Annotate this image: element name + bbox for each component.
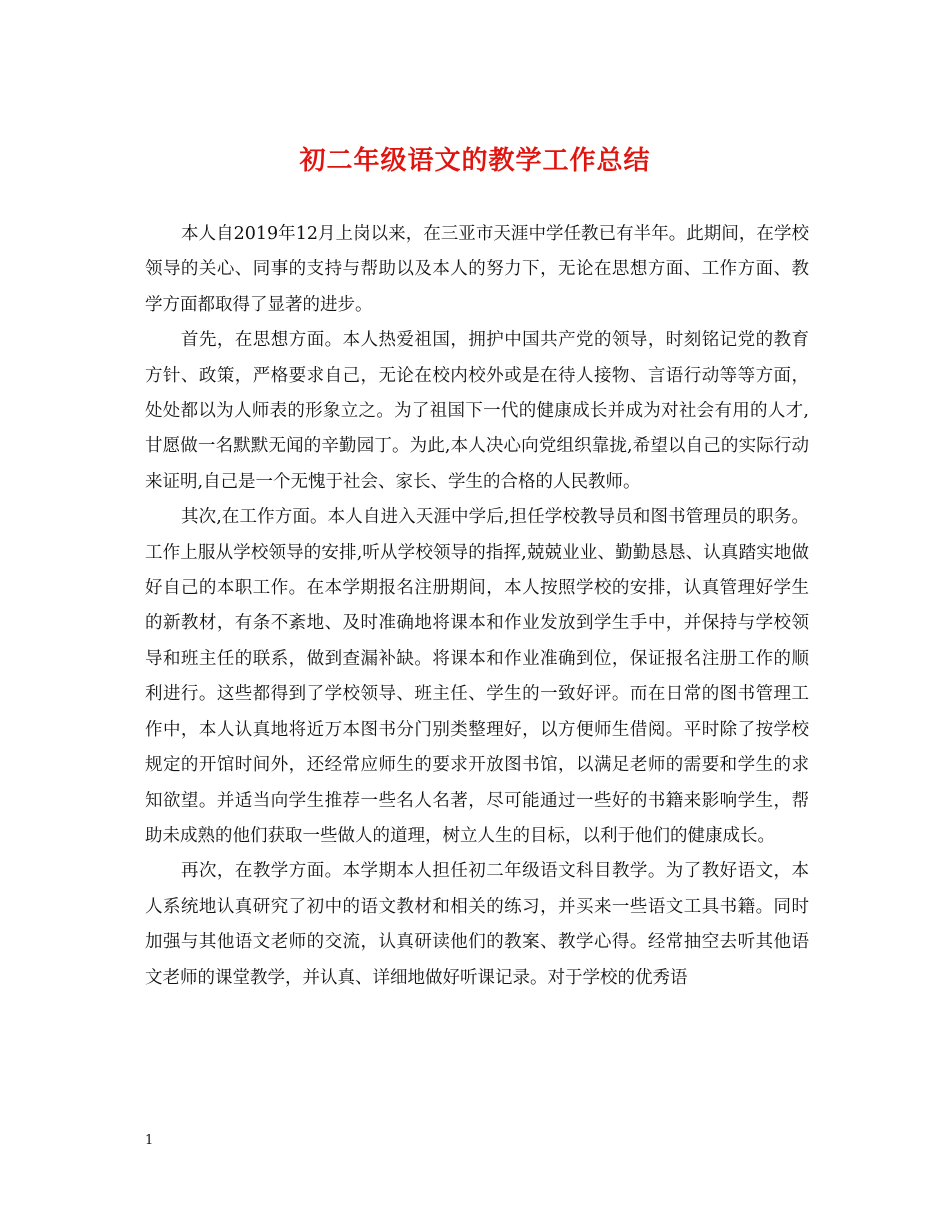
paragraph-intro: 本人自2019年12月上岗以来，在三亚市天涯中学任教已有半年。此期间，在学校领导的关心、同事的支持与帮助以及本人的努力下，无论在思想方面、工作方面、教学方面都取得了显著的进步。 [145, 224, 809, 315]
document-body [145, 217, 809, 996]
paragraph-ideology: 首先，在思想方面。本人热爱祖国，拥护中国共产党的领导，时刻铭记党的教育方针、政策，严格要求自己，无论在校内校外或是在待人接物、言语行动等等方面，处处都以为人师表的形象立之。为了祖国下一代的健康成长并成为对社会有用的人才, 甘愿做一名默默无闻的辛勤园丁。为此,本人决心向党组织靠拢,希望以自己的实际行动来证明,自己是一个无愧于社会、家长、学生的合格的人民教师。 [145, 330, 809, 492]
paragraph-teaching: 再次，在教学方面。本学期本人担任初二年级语文科目教学。为了教好语文，本人系统地认真研究了初中的语文教材和相关的练习，并买来一些语文工具书籍。同时加强与其他语文老师的交流，认真研读他们的教案、教学心得。经常抽空去听其他语文老师的课堂教学，并认真、详细地做好听课记录。对于学校的优秀语 [145, 861, 809, 988]
paragraph-work: 其次,在工作方面。本人自进入天涯中学后,担任学校教导员和图书管理员的职务。工作上服从学校领导的安排,听从学校领导的指挥,兢兢业业、勤勤恳恳、认真踏实地做好自己的本职工作。在本学期报名注册期间，本人按照学校的安排，认真管理好学生的新教材，有条不紊地、及时准确地将课本和作业发放到学生手中，并保持与学校领导和班主任的联系，做到查漏补缺。将课本和作业准确到位，保证报名注册工作的顺利进行。这些都得到了学校领导、班主任、学生的一致好评。而在日常的图书管理工作中，本人认真地将近万本图书分门别类整理好，以方便师生借阅。平时除了按学校规定的开馆时间外，还经常应师生的要求开放图书馆，以满足老师的需要和学生的求知欲望。并适当向学生推荐一些名人名著，尽可能通过一些好的书籍来影响学生，帮助未成熟的他们获取一些做人的道理，树立人生的目标，以利于他们的健康成长。 [145, 507, 809, 846]
page-number: 1 [145, 1133, 154, 1148]
document-title: 初二年级语文的教学工作总结 [299, 146, 651, 176]
